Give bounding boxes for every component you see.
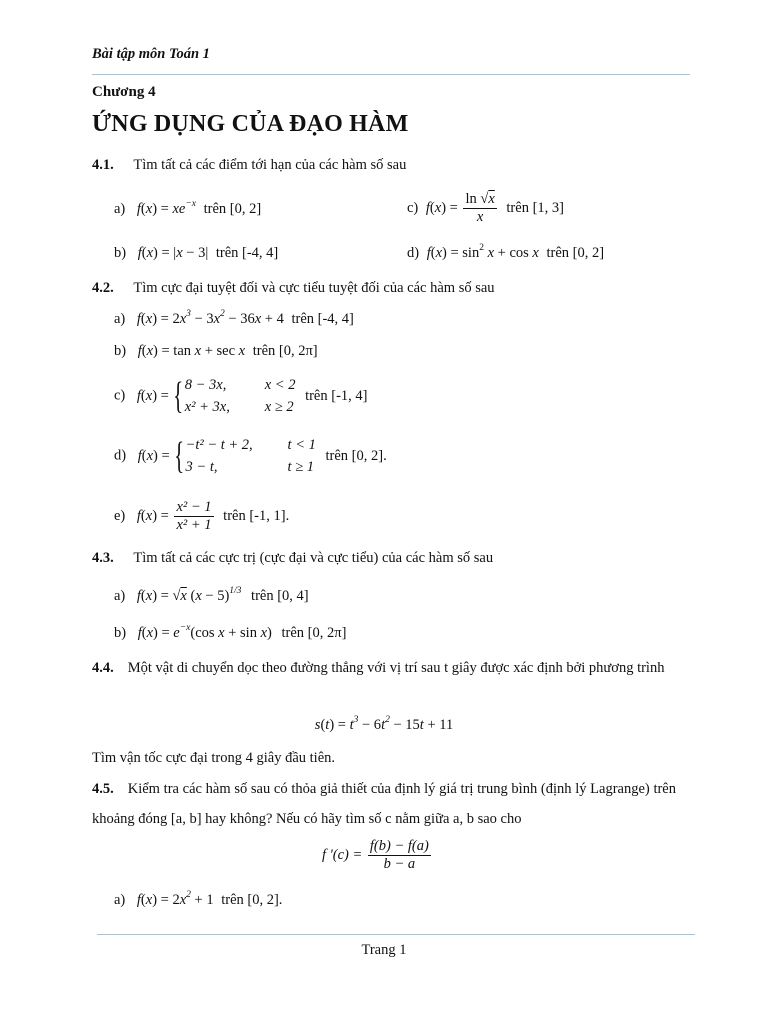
item-4-2-e xyxy=(114,499,289,534)
item-range: trên [0, 2π] xyxy=(252,343,318,359)
item-range: trên [0, 2] xyxy=(546,245,605,261)
question-4-5 xyxy=(92,774,676,834)
item-range: trên [0, 2]. xyxy=(325,447,387,464)
item-4-1-d xyxy=(407,245,604,262)
item-label: c) xyxy=(407,199,419,216)
question-text: Một vật di chuyển dọc theo đường thẳng với vị trí sau t giây được xác định bởi phương trình xyxy=(127,660,665,676)
item-4-1-a xyxy=(114,201,261,218)
equation-position xyxy=(0,717,768,734)
math-expression: $f(x) = xe^{-x}$ xyxy=(136,199,196,217)
question-text: Kiểm tra các hàm số sau có thỏa giả thiết của định lý giá trị trung bình (định lý Lagrange) trên khoảng đóng [a, b] hay không? Nếu có hãy tìm số c nằm giữa a, b sao cho xyxy=(92,781,676,827)
item-4-5-a xyxy=(114,892,282,909)
item-4-1-b xyxy=(114,245,278,262)
item-range: trên [-1, 1]. xyxy=(223,508,290,524)
document-header: Bài tập môn Toán 1 xyxy=(92,46,210,62)
formula-mean-value xyxy=(322,838,433,873)
question-4-1 xyxy=(92,157,406,174)
question-4-4 xyxy=(92,653,676,683)
math-expression: $f(x) = \sin^2 x + \cos x$ xyxy=(426,243,539,261)
item-label: a) xyxy=(114,201,126,217)
question-number: 4.1. xyxy=(92,157,114,173)
left-brace: { xyxy=(174,435,185,477)
item-label: b) xyxy=(114,625,127,641)
question-number: 4.4. xyxy=(92,660,114,676)
item-range: trên [0, 2]. xyxy=(221,892,283,908)
question-number: 4.3. xyxy=(92,550,114,566)
item-range: trên [-4, 4] xyxy=(291,311,354,327)
item-range: trên [0, 2] xyxy=(203,201,262,217)
piecewise-cases: −t² − t + 2, t < 1 3 − t, t ≥ 1 xyxy=(185,437,316,475)
math-expression: $f(x) = 2x^2 + 1$ xyxy=(136,890,214,908)
math-expression: f(x) = |x − 3| xyxy=(137,245,209,261)
item-label: c) xyxy=(114,387,126,404)
question-number: 4.5. xyxy=(92,781,114,797)
math-expression: f(x) = xyxy=(136,508,173,524)
footer-divider xyxy=(97,934,695,935)
formula-lhs: f '(c) = xyxy=(322,847,363,863)
piecewise-cases: 8 − 3x, x < 2 x² + 3x, x ≥ 2 xyxy=(184,377,296,415)
math-expression: f(x) = xyxy=(136,387,173,404)
item-4-3-b xyxy=(114,625,346,642)
item-4-2-a xyxy=(114,311,354,328)
chapter-title: ỨNG DỤNG CỦA ĐẠO HÀM xyxy=(92,111,409,137)
question-number: 4.2. xyxy=(92,280,114,296)
item-label: b) xyxy=(114,343,127,359)
math-expression: $f(x) = 2x^3 - 3x^2 - 36x + 4$ xyxy=(136,309,284,327)
item-range: trên [0, 4] xyxy=(251,588,309,604)
item-4-3-a xyxy=(114,588,309,605)
item-4-2-b xyxy=(114,343,318,360)
question-4-2 xyxy=(92,280,495,297)
math-expression: f(x) = xyxy=(137,447,174,464)
item-label: a) xyxy=(114,311,126,327)
item-label: a) xyxy=(114,588,126,604)
item-label: e) xyxy=(114,508,126,524)
item-label: d) xyxy=(114,447,127,464)
chapter-label: Chương 4 xyxy=(92,84,156,100)
math-expression: f(x) = tan x + sec x xyxy=(137,343,246,359)
item-4-2-c xyxy=(114,374,367,418)
item-range: trên [-4, 4] xyxy=(215,245,279,261)
math-expression: f(x) = √x $(x - 5)^{1/3}$ xyxy=(136,586,242,604)
item-label: b) xyxy=(114,245,127,261)
item-range: trên [0, 2π] xyxy=(281,625,347,641)
left-brace: { xyxy=(173,375,184,417)
item-label: d) xyxy=(407,245,420,261)
page-number: Trang 1 xyxy=(361,942,407,958)
question-text: Tìm tất cả các cực trị (cực đại và cực tiểu) của các hàm số sau xyxy=(133,550,494,566)
header-divider xyxy=(92,74,690,75)
item-4-2-d xyxy=(114,434,387,478)
fraction: $\frac{\text{x² − 1}}{\text{x² + 1}}$ xyxy=(176,499,212,533)
math-expression: $f(x) = e^{-x}(\cos$ x + sin x) xyxy=(137,623,272,641)
question-text: Tìm tất cả các điểm tới hạn của các hàm số sau xyxy=(133,157,407,173)
item-4-1-c xyxy=(407,191,564,226)
math-expression: f(x) = $\frac{\ln √x}{x}$ xyxy=(425,191,495,225)
math-expression: $s(t) = t^3 - 6t^2 - 15t + 11$ xyxy=(314,715,454,733)
item-range: trên [1, 3] xyxy=(506,199,564,216)
item-range: trên [-1, 4] xyxy=(305,387,368,404)
fraction: $\frac{f(b) - f(a)}{b - a}$ xyxy=(369,838,429,872)
item-label: a) xyxy=(114,892,126,908)
question-4-4-task: Tìm vận tốc cực đại trong 4 giây đầu tiên. xyxy=(92,750,336,766)
question-text: Tìm cực đại tuyệt đối và cực tiểu tuyệt đối của các hàm số sau xyxy=(133,280,495,296)
question-4-3 xyxy=(92,550,493,567)
